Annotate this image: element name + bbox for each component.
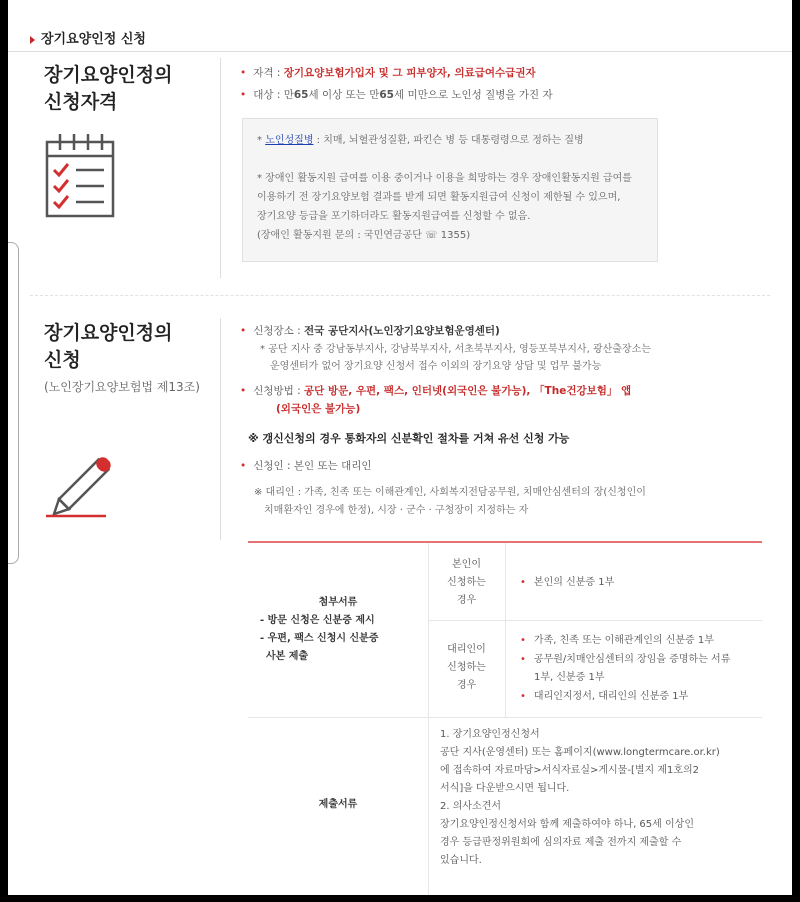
note1: * 노인성질병 : 치매, 뇌혈관성질환, 파킨슨 병 등 대통령령으로 정하는 질병 (257, 135, 584, 146)
self-case (428, 556, 505, 610)
agent-docs1: • 가족, 친족 또는 이해관계인의 신분증 1부 (520, 635, 714, 646)
disease-link[interactable]: 노인성질병 (265, 135, 314, 146)
agent-docs1-text: 가족, 친족 또는 이해관계인의 신분증 1부 (533, 635, 714, 646)
section2-title (44, 320, 172, 374)
submit-title: 제출서류 (318, 799, 358, 810)
applicant-item: • 신청인 : 본인 또는 대리인 (240, 460, 372, 472)
submit-line5: 2. 의사소견서 (440, 801, 502, 812)
place-value: 전국 공단지사(노인장기요양보험운영센터) (304, 325, 500, 337)
target-age2: 65 (379, 89, 394, 101)
section2-title-line1: 장기요양인정의 (44, 322, 173, 344)
place-note2: 운영센터가 없어 장기요양 신청서 접수 이외의 장기요양 상담 및 업무 불가능 (270, 361, 602, 372)
note2-line2: 이용하기 전 장기요양보험 결과를 받게 되면 활동지원급여 신청이 제한될 수 있으며, (257, 192, 621, 203)
section1-title-line1: 장기요양인정의 (44, 64, 173, 86)
submit-line6: 장기요양인정신청서와 함께 제출하여야 하나, 65세 이상인 (440, 819, 694, 830)
table-vline (428, 718, 429, 895)
section2-divider (220, 318, 221, 540)
agent-case-line1: 대리인이 (447, 644, 486, 655)
table-hline (428, 620, 762, 621)
submit-line2: 공단 지사(운영센터) 또는 홈페이지(www.longtermcare.or.kr) (440, 747, 720, 758)
section-separator (30, 295, 770, 296)
self-case-line1: 본인이 (452, 559, 481, 570)
self-case-line2: 신청하는 (447, 577, 486, 588)
agent-case-line3: 경우 (456, 680, 477, 691)
section2-subtitle: (노인장기요양보험법 제13조) (44, 380, 200, 394)
target-item: • 대상 : 만65세 이상 또는 만65세 미만으로 노인성 질병을 가진 자 (240, 89, 553, 101)
attach-note2: - 우편, 팩스 신청시 신분증 (260, 633, 379, 644)
checklist-icon (44, 132, 116, 220)
note-box (242, 118, 658, 262)
agent-note1: ※ 대리인 : 가족, 친족 또는 이해관계인, 사회복지전담공무원, 치매안심센터의 장(신청인이 (254, 487, 646, 498)
attach-title: 첨부서류 (318, 597, 358, 608)
applicant-text: 신청인 : 본인 또는 대리인 (253, 460, 372, 472)
method-value2 (276, 401, 360, 417)
note2-line1: * 장애인 활동지원 급여를 이용 중이거나 이용을 희망하는 경우 장애인활동지원 급여를 (257, 173, 632, 184)
note2-line4: (장애인 활동지원 문의 : 국민연금공단 ☏ 1355) (257, 230, 471, 241)
note1-text: : 치매, 뇌혈관성질환, 파킨슨 병 등 대통령령으로 정하는 질병 (313, 135, 584, 146)
self-docs-text: 본인의 신분증 1부 (533, 577, 615, 588)
table-hline (248, 717, 762, 718)
agent-docs2-text: 공무원/치매안심센터의 장임을 증명하는 서류 (533, 654, 731, 665)
submit-line3: 에 접속하여 자료마당>서식자료실>게시물-[별지 제1호의2 (440, 765, 700, 776)
section1-title-line2: 신청자격 (44, 91, 118, 113)
page (8, 0, 792, 895)
qualify-value: 장기요양보험가입자 및 그 피부양자, 의료급여수급권자 (283, 67, 536, 79)
attach-note3: 사본 제출 (266, 651, 309, 662)
divider (8, 51, 792, 52)
table-vline (505, 543, 506, 717)
submit-line7: 경우 등급판정위원회에 심의자료 제출 전까지 제출할 수 (440, 837, 682, 848)
place-note1: * 공단 지사 중 강남동부지사, 강남북부지사, 서초북부지사, 영등포북부지사, 광산출장소는 (260, 344, 651, 355)
self-case-line3: 경우 (456, 595, 477, 606)
submit-line8: 있습니다. (440, 855, 482, 866)
section1-title (44, 62, 172, 116)
agent-docs2: • 공무원/치매안심센터의 장임을 증명하는 서류 (520, 654, 731, 665)
agent-case (428, 641, 505, 695)
method-label: 신청방법 : (253, 385, 304, 397)
target-age1: 65 (293, 89, 309, 101)
section1-divider (220, 58, 221, 278)
arrow-right-icon (30, 36, 35, 44)
breadcrumb (30, 28, 146, 47)
agent-case-line2: 신청하는 (447, 662, 486, 673)
method-value: 공단 방문, 우편, 팩스, 인터넷(외국인은 불가능), 「The건강보험」 앱 (304, 385, 632, 397)
attach-note1: - 방문 신청은 신분증 제시 (260, 615, 375, 626)
place-label: 신청장소 : (253, 325, 304, 337)
pencil-icon (44, 456, 124, 522)
note2-line3: 장기요양 등급을 포기하더라도 활동지원급여를 신청할 수 없음. (257, 211, 531, 222)
side-scroll-tab[interactable] (8, 242, 19, 564)
method-item: • 신청방법 : 공단 방문, 우편, 팩스, 인터넷(외국인은 불가능), 「The건강보험」 앱 (240, 385, 632, 397)
agent-docs3: • 대리인지정서, 대리인의 신분증 1부 (520, 691, 689, 702)
submit-line4: 서식]을 다운받으시면 됩니다. (440, 783, 570, 794)
target-post: 세 미만으로 노인성 질병을 가진 자 (393, 89, 553, 101)
section2-title-line2: 신청 (44, 349, 81, 371)
agent-docs2b: 1부, 신분증 1부 (534, 672, 605, 683)
place-item: • 신청장소 : 전국 공단지사(노인장기요양보험운영센터) (240, 325, 500, 337)
submit-line1: 1. 장기요양인정신청서 (440, 729, 540, 740)
self-docs: • 본인의 신분증 1부 (520, 577, 615, 588)
agent-note2: 치매환자인 경우에 한정), 시장 · 군수 · 구청장이 지정하는 자 (264, 505, 529, 516)
agent-docs3-text: 대리인지정서, 대리인의 신분증 1부 (533, 691, 689, 702)
method-value2-text: (외국인은 불가능) (276, 403, 361, 415)
target-pre: 대상 : 만 (253, 89, 294, 101)
breadcrumb-label: 장기요양인정 신청 (41, 32, 146, 47)
target-mid: 세 이상 또는 만 (308, 89, 380, 101)
renewal-note: ※ 갱신신청의 경우 통화자의 신분확인 절차를 거쳐 유선 신청 가능 (248, 432, 570, 445)
qualify-item: • 자격 : 장기요양보험가입자 및 그 피부양자, 의료급여수급권자 (240, 67, 536, 79)
qualify-label: 자격 : (253, 67, 284, 79)
